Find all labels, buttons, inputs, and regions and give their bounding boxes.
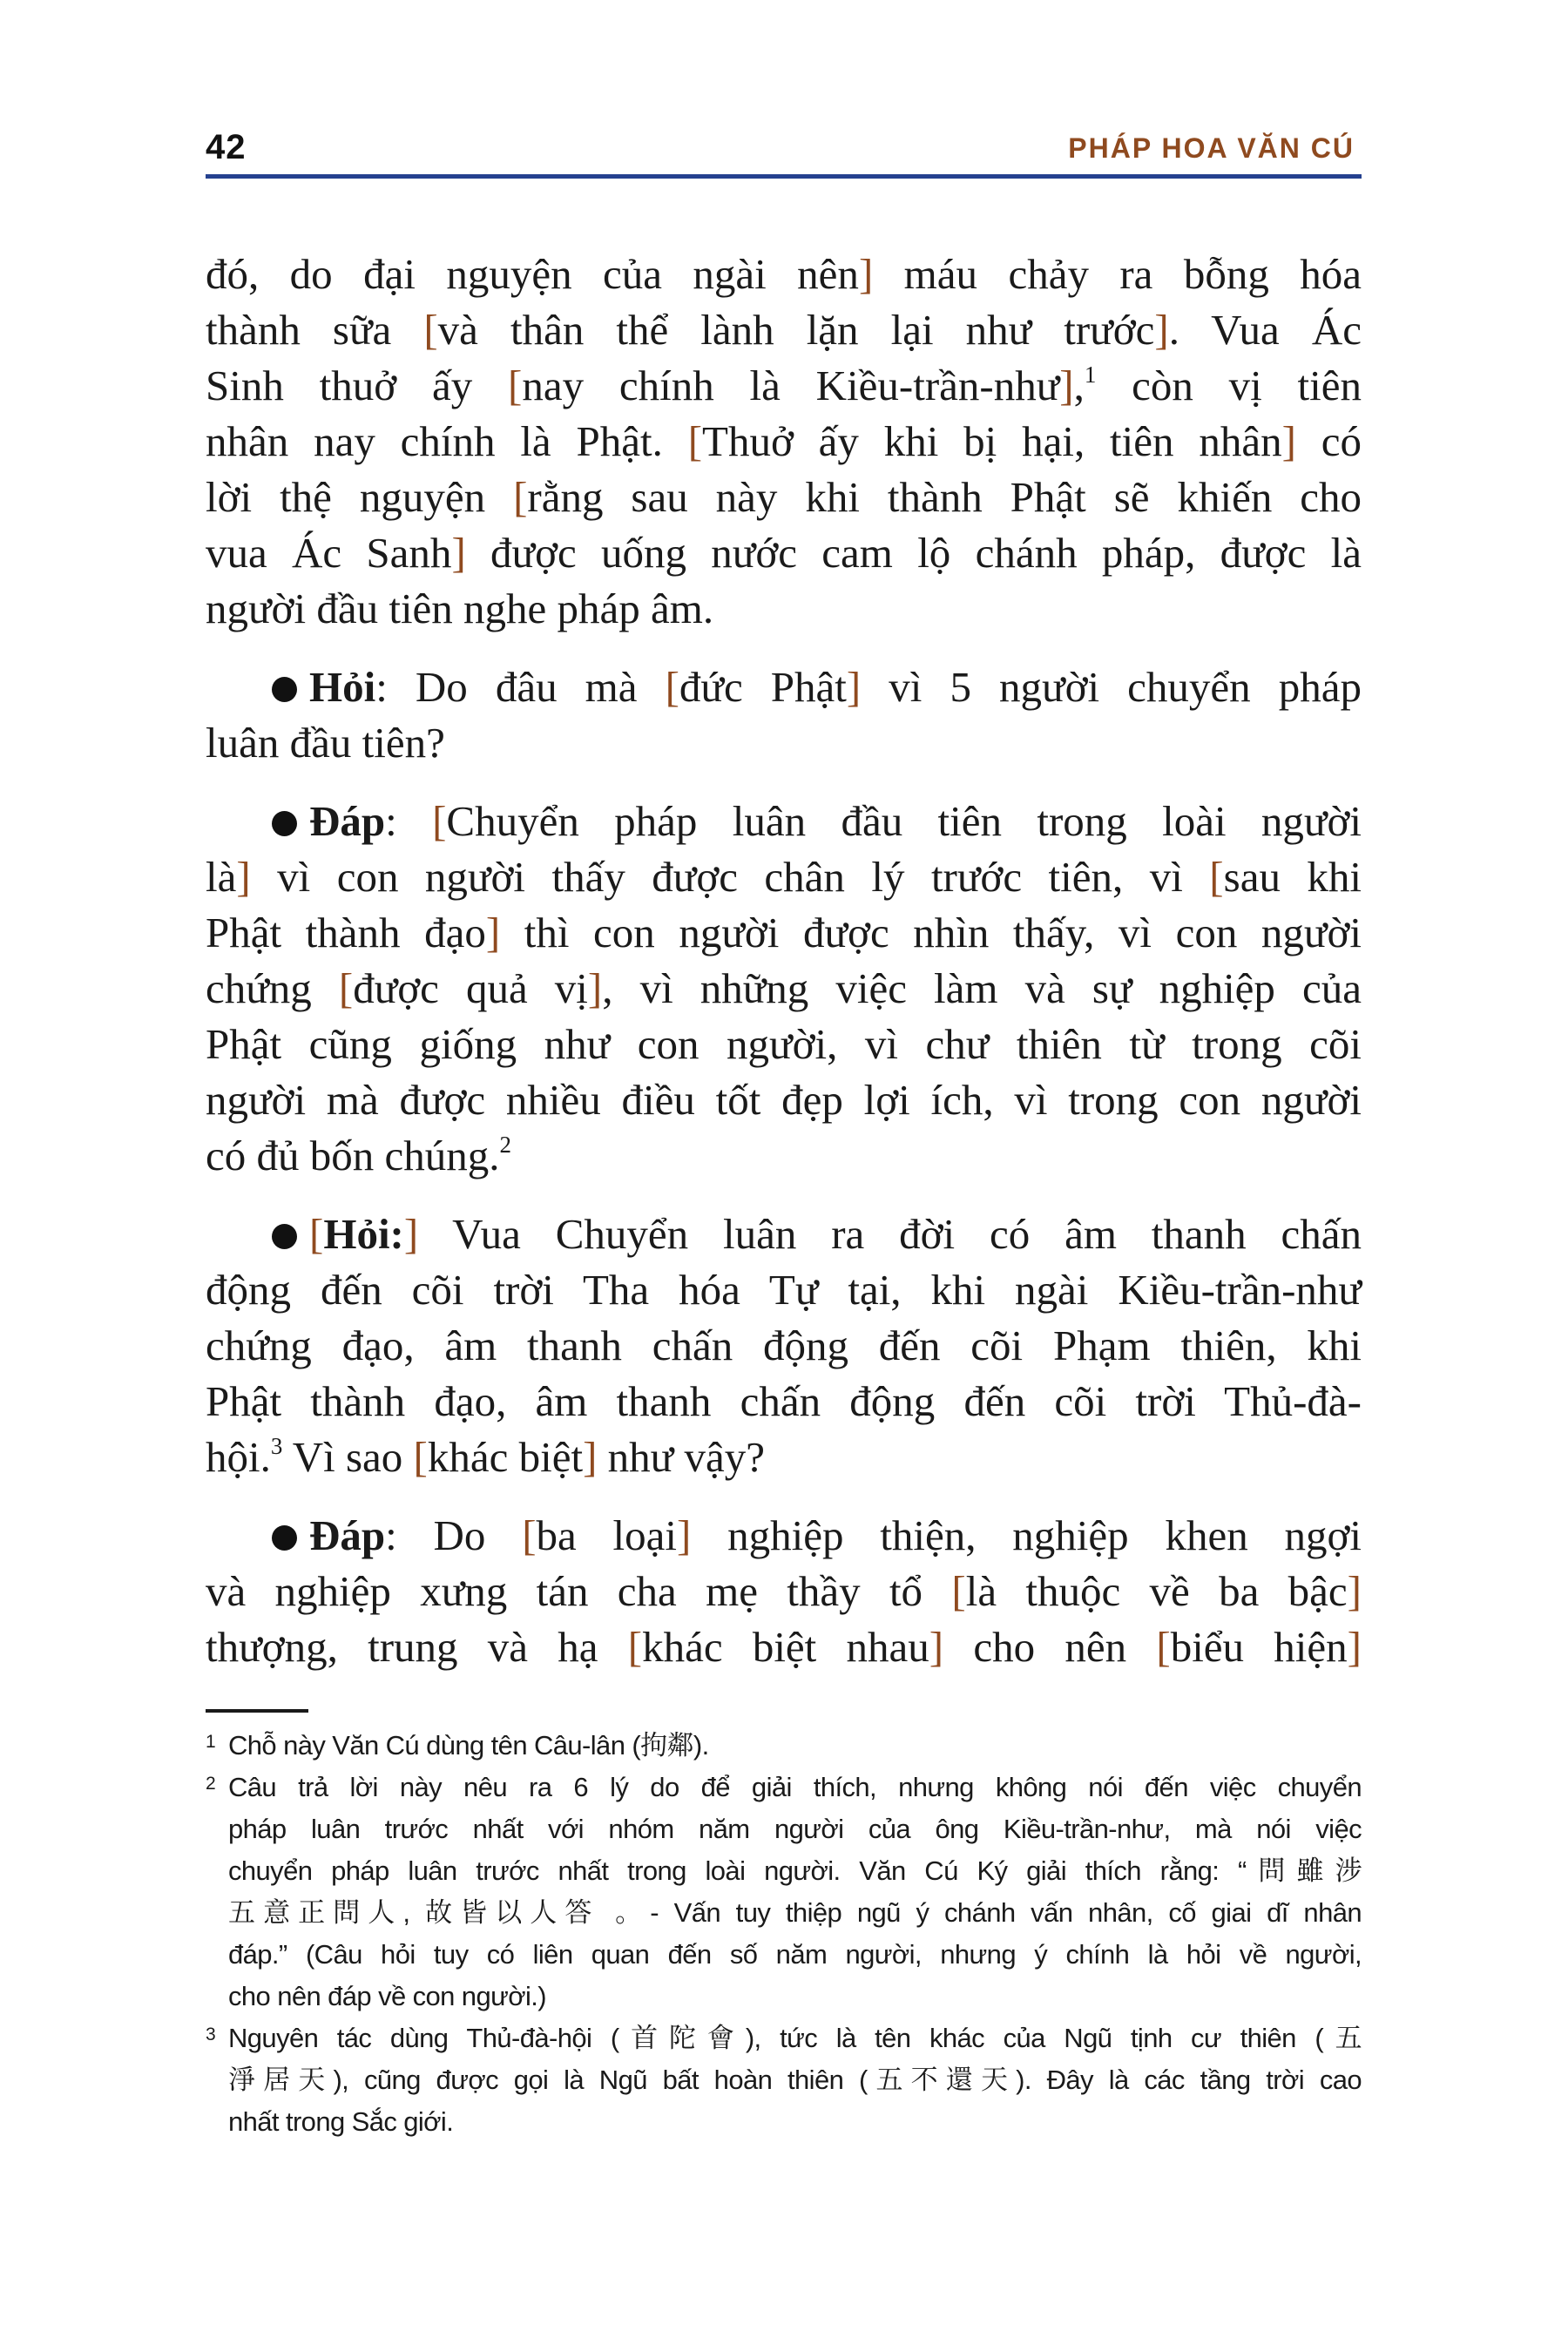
text-line	[206, 715, 1362, 771]
text-line	[206, 1429, 1362, 1485]
text-run: là	[206, 853, 237, 901]
text-run: được quả vị	[353, 964, 588, 1012]
text-line	[206, 525, 1362, 581]
text-run: vì con người thấy được chân lý trước tiên, vì	[250, 853, 1210, 901]
text-run: ba loại	[536, 1511, 678, 1559]
text-run: nghiệp thiện, nghiệp khen ngợi	[691, 1511, 1362, 1559]
footnote-text: Nguyên tác dùng Thủ-đà-hội (首陀會), tức là tên khác của Ngũ tịnh cư thiên (五	[228, 2023, 1362, 2053]
footnote-3	[206, 2017, 1362, 2143]
editorial-bracket: [	[432, 797, 447, 845]
footnote-ref: 1	[1084, 361, 1097, 388]
editorial-bracket: ]	[1281, 417, 1296, 465]
footnote-text: chuyển pháp luân trước nhất trong loài người. Văn Cú Ký giải thích rằng: “問雖涉	[228, 1855, 1362, 1886]
footnote-line	[206, 1808, 1362, 1850]
text-line	[206, 581, 1362, 637]
text-run: Phật cũng giống như con người, vì chư thiên từ trong cõi	[206, 1020, 1362, 1068]
question-paragraph	[206, 659, 1362, 771]
editorial-bracket: ]	[485, 909, 501, 956]
text-line	[206, 1564, 1362, 1619]
text-run: người đầu tiên nghe pháp âm.	[206, 585, 714, 632]
footnote-line	[206, 1850, 1362, 1892]
text-line	[206, 1072, 1362, 1128]
text-run: có	[1295, 417, 1362, 465]
footnote-line	[206, 1976, 1362, 2017]
text-run: máu chảy ra bỗng hóa	[873, 250, 1362, 298]
editorial-bracket: [	[665, 663, 679, 711]
footnote-number: 2	[206, 1774, 216, 1794]
text-run: và thân thể lành lặn lại như trước	[437, 306, 1155, 354]
editorial-bracket: ]	[677, 1511, 692, 1559]
text-run: khác biệt	[427, 1433, 584, 1481]
text-run: thì con người được nhìn thấy, vì con người	[500, 909, 1362, 956]
text-run: đó, do đại nguyện của ngài nên	[206, 250, 859, 298]
question-paragraph	[206, 1206, 1362, 1485]
footnote-text: 淨居天), cũng được gọi là Ngũ bất hoàn thiên (五不還天). Đây là các tầng trời cao	[228, 2065, 1362, 2095]
text-run: Thuở ấy khi bị hại, tiên nhân	[702, 417, 1282, 465]
footnote-line	[206, 1767, 1362, 1808]
editorial-bracket: [	[1156, 1623, 1171, 1671]
text-run: Chuyển pháp luân đầu tiên trong loài người	[446, 797, 1362, 845]
header-rule	[206, 174, 1362, 179]
text-run: hội.	[206, 1433, 271, 1481]
text-run: được uống nước cam lộ chánh pháp, được là	[465, 529, 1362, 577]
text-run: nay chính là Kiều-trần-như	[522, 362, 1060, 409]
text-line	[206, 1374, 1362, 1429]
qa-label: Hỏi	[309, 663, 376, 711]
text-line	[206, 358, 1362, 414]
text-run: rằng sau này khi thành Phật sẽ khiến cho	[527, 473, 1362, 521]
footnote-text: Câu trả lời này nêu ra 6 lý do để giải thích, nhưng không nói đến việc chuyển	[228, 1772, 1362, 1802]
text-line	[206, 1262, 1362, 1318]
footnote-number: 3	[206, 2024, 216, 2044]
text-run: khác biệt nhau	[642, 1623, 929, 1671]
qa-label: Hỏi:	[323, 1210, 404, 1258]
text-run: ,	[1073, 362, 1085, 409]
text-line	[206, 1318, 1362, 1374]
editorial-bracket: ]	[846, 663, 862, 711]
editorial-bracket: ]	[451, 529, 466, 577]
footnote-2	[206, 1767, 1362, 2017]
editorial-bracket: ]	[1347, 1567, 1362, 1615]
text-run: chứng	[206, 964, 339, 1012]
footnote-line	[206, 1934, 1362, 1976]
text-line	[206, 302, 1362, 358]
text-run: lời thệ nguyện	[206, 473, 514, 521]
footnote-text: nhất trong Sắc giới.	[228, 2106, 454, 2137]
footnote-line	[206, 1725, 1362, 1767]
answer-paragraph	[206, 1508, 1362, 1675]
footnote-line	[206, 2059, 1362, 2101]
editorial-bracket: [	[338, 964, 354, 1012]
editorial-bracket: ]	[929, 1623, 944, 1671]
text-run: : Do	[385, 1511, 523, 1559]
footnote-number: 1	[206, 1732, 216, 1752]
editorial-bracket: ]	[587, 964, 603, 1012]
text-run: người mà được nhiều điều tốt đẹp lợi ích, vì trong con người	[206, 1076, 1362, 1124]
running-header	[206, 127, 1362, 167]
footnote-text: đáp.” (Câu hỏi tuy có liên quan đến số năm người, nhưng ý chính là hỏi về người,	[228, 1939, 1362, 1970]
footnote-line	[206, 2017, 1362, 2059]
text-line	[206, 794, 1362, 849]
footnote-ref: 2	[499, 1131, 511, 1158]
text-line	[206, 414, 1362, 470]
editorial-bracket: ]	[583, 1433, 598, 1481]
footnote-text: pháp luân trước nhất với nhóm năm người của ông Kiều-trần-như, mà nói việc	[228, 1814, 1362, 1844]
editorial-bracket: [	[951, 1567, 966, 1615]
body-text	[206, 247, 1362, 1675]
text-line	[206, 470, 1362, 525]
editorial-bracket: [	[1209, 853, 1224, 901]
text-run: cho nên	[943, 1623, 1157, 1671]
text-run: :	[385, 797, 433, 845]
editorial-bracket: ]	[236, 853, 251, 901]
text-run: biểu hiện	[1170, 1623, 1348, 1671]
editorial-bracket: [	[413, 1433, 428, 1481]
editorial-bracket: ]	[1347, 1623, 1362, 1671]
text-run: Phật thành đạo, âm thanh chấn động đến cõi trời Thủ-đà-	[206, 1377, 1362, 1425]
text-line	[206, 905, 1362, 961]
editorial-bracket: [	[513, 473, 528, 521]
text-run: chứng đạo, âm thanh chấn động đến cõi Phạm thiên, khi	[206, 1321, 1362, 1369]
text-line	[206, 961, 1362, 1017]
page-number: 42	[206, 128, 247, 166]
text-run: thành sữa	[206, 306, 424, 354]
text-run: có đủ bốn chúng.	[206, 1132, 500, 1179]
text-run: vì 5 người chuyển pháp	[861, 663, 1362, 711]
text-run: đức Phật	[679, 663, 847, 711]
footnote-text: Chỗ này Văn Cú dùng tên Câu-lân (拘鄰).	[228, 1730, 709, 1761]
editorial-bracket: ]	[403, 1210, 419, 1258]
bullet-icon	[272, 677, 297, 702]
text-line	[206, 1508, 1362, 1564]
text-run: động đến cõi trời Tha hóa Tự tại, khi ngài Kiều-trần-như	[206, 1266, 1362, 1314]
editorial-bracket: [	[687, 417, 703, 465]
text-run: nhân nay chính là Phật.	[206, 417, 688, 465]
text-run: vua Ác Sanh	[206, 529, 452, 577]
text-run: Sinh thuở ấy	[206, 362, 508, 409]
text-run: Vì sao	[282, 1433, 414, 1481]
footnotes	[206, 1725, 1362, 2143]
text-run: luân đầu tiên?	[206, 719, 445, 767]
editorial-bracket: [	[627, 1623, 643, 1671]
qa-label: Đáp	[309, 797, 386, 845]
text-run: Vua Chuyển luân ra đời có âm thanh chấn	[418, 1210, 1362, 1258]
footnote-separator	[206, 1709, 308, 1713]
footnote-text: cho nên đáp về con người.)	[228, 1981, 546, 2011]
editorial-bracket: [	[508, 362, 523, 409]
editorial-bracket: ]	[1059, 362, 1074, 409]
editorial-bracket: ]	[1154, 306, 1169, 354]
editorial-bracket: [	[522, 1511, 537, 1559]
text-run: , vì những việc làm và sự nghiệp của	[602, 964, 1362, 1012]
text-line	[206, 1206, 1362, 1262]
text-line	[206, 849, 1362, 905]
text-run: : Do đâu mà	[375, 663, 666, 711]
text-line	[206, 1128, 1362, 1184]
text-line	[206, 247, 1362, 302]
text-run: . Vua Ác	[1168, 306, 1362, 354]
text-run: thượng, trung và hạ	[206, 1623, 628, 1671]
footnote-text: 五意正問人, 故皆以人答 。- Vấn tuy thiệp ngũ ý chánh vấn nhân, cố giai dĩ nhân	[228, 1897, 1362, 1928]
editorial-bracket: ]	[858, 250, 874, 298]
text-run: Phật thành đạo	[206, 909, 486, 956]
text-run: và nghiệp xưng tán cha mẹ thầy tổ	[206, 1567, 952, 1615]
book-title: PHÁP HOA VĂN CÚ	[1068, 132, 1355, 164]
editorial-bracket: [	[309, 1210, 324, 1258]
footnote-ref: 3	[270, 1432, 283, 1459]
bullet-icon	[272, 1525, 297, 1551]
text-run: sau khi	[1223, 853, 1362, 901]
bullet-icon	[272, 811, 297, 836]
text-run: như vậy?	[597, 1433, 765, 1481]
footnote-line	[206, 1892, 1362, 1934]
text-run: còn vị tiên	[1096, 362, 1362, 409]
answer-paragraph	[206, 794, 1362, 1184]
footnote-1	[206, 1725, 1362, 1767]
editorial-bracket: [	[423, 306, 438, 354]
text-line	[206, 659, 1362, 715]
text-line	[206, 1619, 1362, 1675]
footnote-line	[206, 2101, 1362, 2143]
bullet-icon	[272, 1224, 297, 1249]
qa-label: Đáp	[309, 1511, 386, 1559]
text-run: là thuộc về ba bậc	[965, 1567, 1348, 1615]
text-line	[206, 1017, 1362, 1072]
paragraph	[206, 247, 1362, 637]
